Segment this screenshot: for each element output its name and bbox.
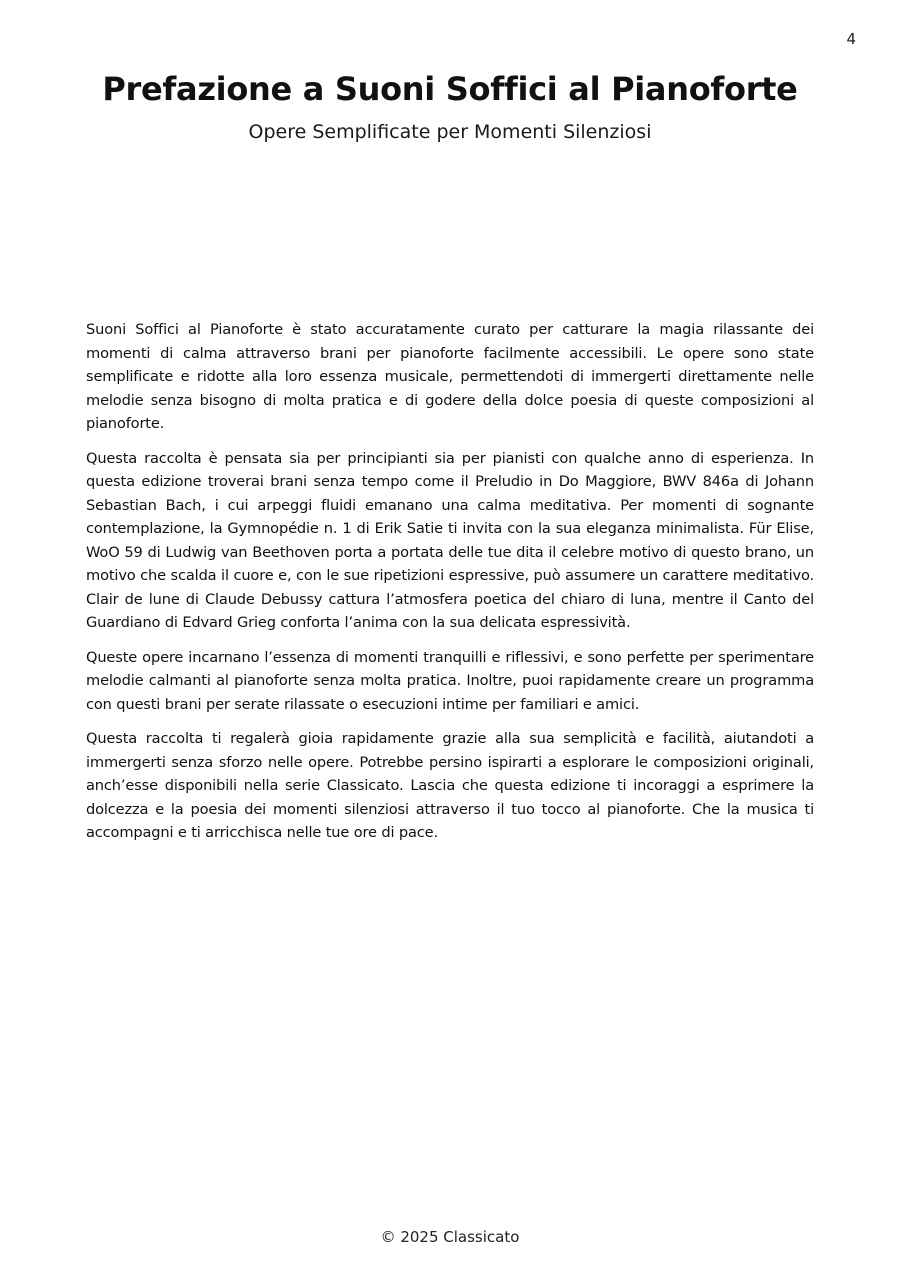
page-title: Prefazione a Suoni Soffici al Pianoforte (102, 70, 798, 108)
page-subtitle: Opere Semplificate per Momenti Silenziosi (248, 121, 652, 143)
preface-body (86, 318, 814, 856)
copyright-footer: © 2025 Classicato (380, 1228, 520, 1246)
paragraph: Queste opere incarnano l’essenza di momenti tranquilli e riflessivi, e sono perfette per sperimentare melodie calmanti al pianoforte senza molta pratica. Inoltre, puoi rapidamente creare un programma con questi brani per serate rilassate o esecuzioni intime per familiari e amici. (86, 648, 814, 713)
page-number: 4 (846, 30, 856, 48)
paragraph: Questa raccolta ti regalerà gioia rapidamente grazie alla sua semplicità e facilità, aiutandoti a immergerti senza sforzo nelle opere. Potrebbe persino ispirarti a esplorare le composizioni originali, anch’esse disponibili nella serie Classicato. Lascia che questa edizione ti incoraggi a esprimere la dolcezza e la poesia dei momenti silenziosi attraverso il tuo tocco al pianoforte. Che la musica ti accompagni e ti arricchisca nelle tue ore di pace. (86, 730, 814, 841)
paragraph: Questa raccolta è pensata sia per principianti sia per pianisti con qualche anno di esperienza. In questa edizione troverai brani senza tempo come il Preludio in Do Maggiore, BWV 846a di Johann Sebastian Bach, i cui arpeggi fluidi emanano una calma meditativa. Per momenti di sognante contemplazione, la Gymnopédie n. 1 di Erik Satie ti invita con la sua eleganza minimalista. Für Elise, WoO 59 di Ludwig van Beethoven porta a portata delle tue dita il celebre motivo di questo brano, un motivo che scalda il cuore e, con le sue ripetizioni espressive, può assumere un carattere meditativo. Clair de lune di Claude Debussy cattura l’atmosfera poetica del chiaro di luna, mentre il Canto del Guardiano di Edvard Grieg conforta l’anima con la sua delicata espressività. (86, 449, 814, 631)
paragraph: Suoni Soffici al Pianoforte è stato accuratamente curato per catturare la magia rilassante dei momenti di calma attraverso brani per pianoforte facilmente accessibili. Le opere sono state semplificate e ridotte alla loro essenza musicale, permettendoti di immergerti direttamente nelle melodie senza bisogno di molta pratica e di godere della dolce poesia di queste composizioni al pianoforte. (86, 321, 814, 432)
